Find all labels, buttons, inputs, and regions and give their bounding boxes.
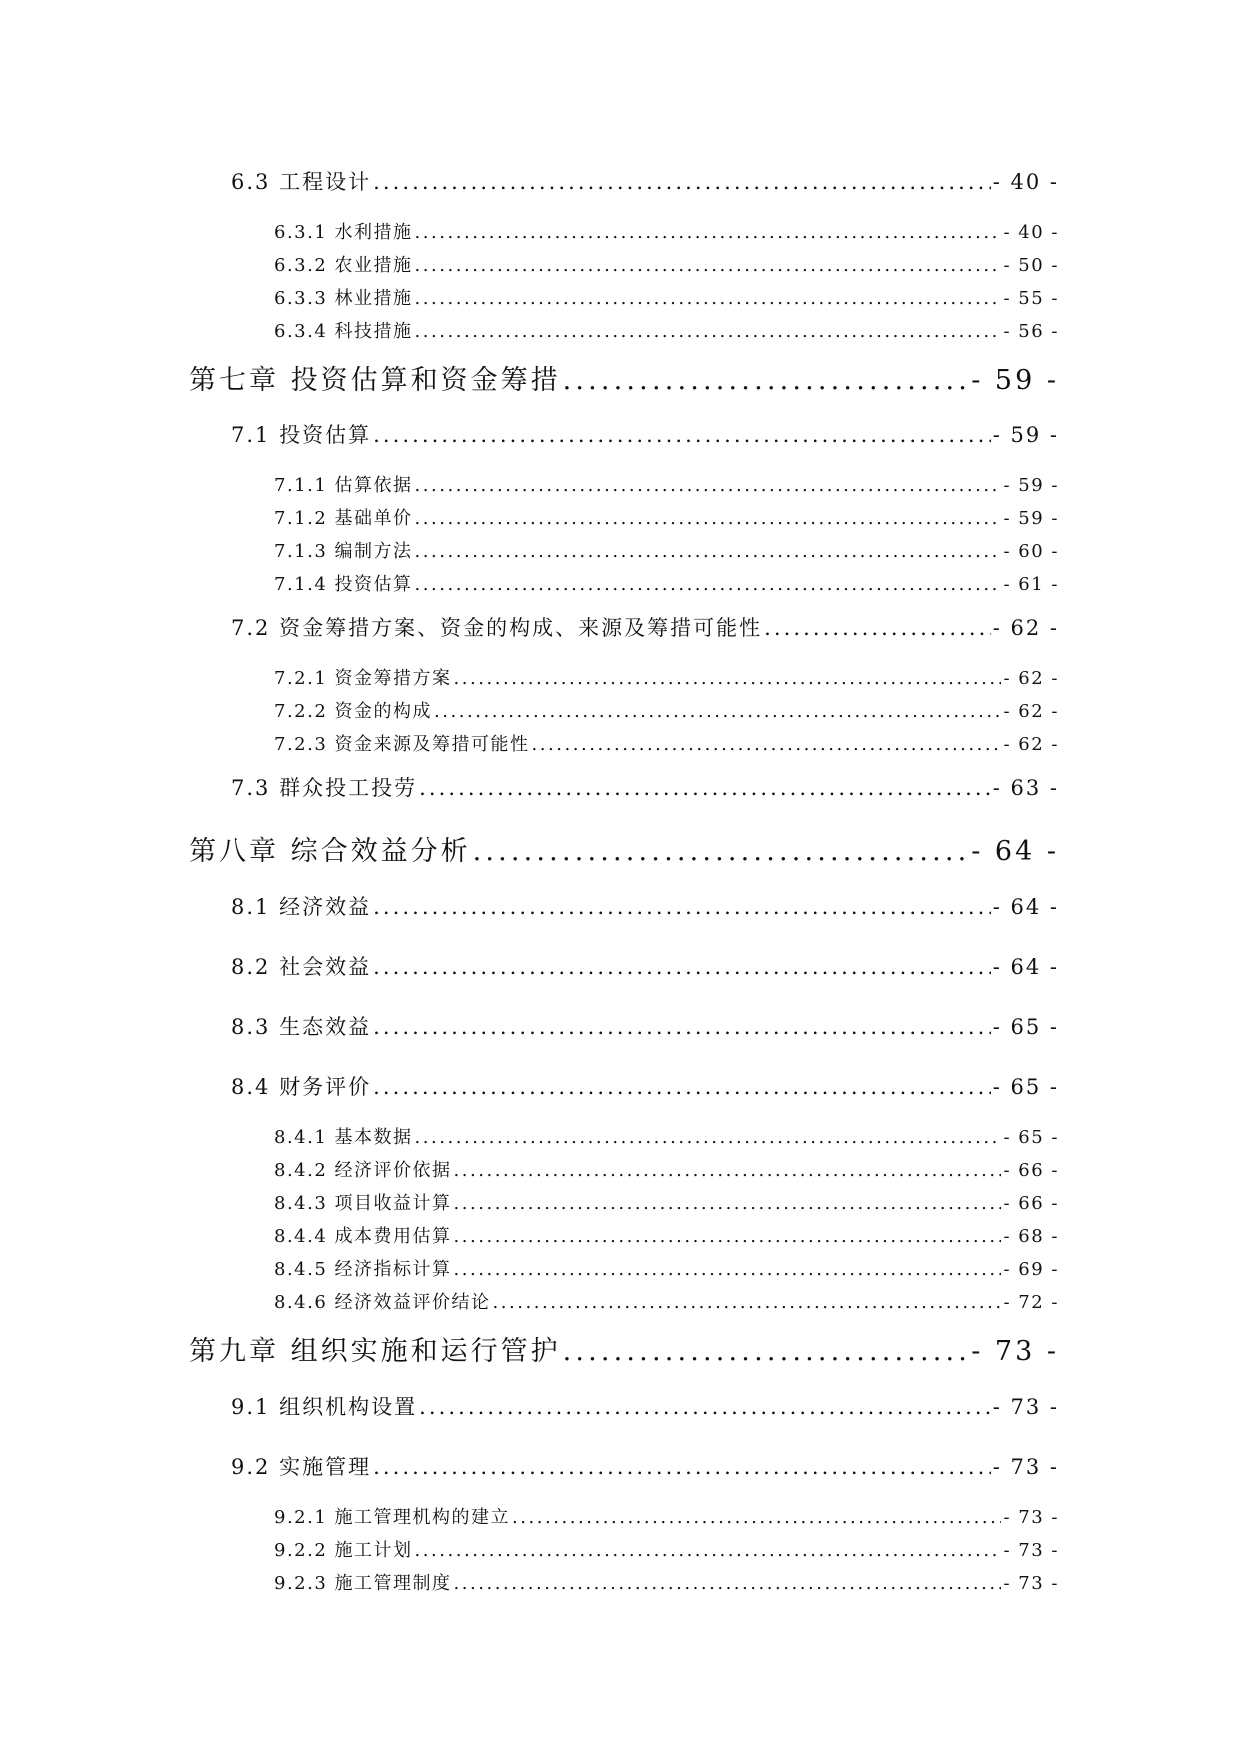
toc-leader-dots (493, 1292, 1002, 1313)
toc-entry-6-3-3[interactable] (274, 284, 1059, 310)
toc-entry-7-2-3[interactable] (274, 730, 1059, 756)
toc-leader-dots (373, 955, 991, 979)
toc-page-number: - 64 - (992, 955, 1059, 979)
toc-entry-8-4-2[interactable] (274, 1156, 1059, 1182)
toc-page-number: - 61 - (1003, 574, 1059, 595)
toc-entry-label: 第九章 组织实施和运行管护 (189, 1336, 561, 1367)
toc-entry-7-2-1[interactable] (274, 664, 1059, 690)
toc-entry-label: 9.2 实施管理 (231, 1455, 372, 1479)
toc-entry-9-2[interactable] (231, 1451, 1059, 1481)
toc-entry-label: 第七章 投资估算和资金筹措 (189, 365, 561, 396)
toc-leader-dots (454, 668, 1002, 689)
toc-entry-9-1[interactable] (231, 1391, 1059, 1421)
toc-entry-6-3-1[interactable] (274, 218, 1059, 244)
toc-leader-dots (454, 1160, 1002, 1181)
toc-entry-label: 9.1 组织机构设置 (231, 1395, 418, 1419)
toc-leader-dots (415, 541, 1002, 562)
toc-leader-dots (454, 1259, 1002, 1280)
toc-leader-dots (454, 1193, 1002, 1214)
toc-entry-9-2-1[interactable] (274, 1503, 1059, 1529)
toc-leader-dots (563, 365, 970, 396)
toc-leader-dots (419, 776, 991, 800)
toc-entry-label: 8.4.4 成本费用估算 (274, 1226, 452, 1247)
toc-page-number: - 59 - (992, 423, 1059, 447)
toc-entry-label: 6.3.1 水利措施 (274, 222, 413, 243)
toc-entry-8-4-1[interactable] (274, 1123, 1059, 1149)
toc-page-number: - 65 - (992, 1015, 1059, 1039)
toc-entry-6-3[interactable] (231, 166, 1059, 196)
toc-entry-label: 8.4.1 基本数据 (274, 1127, 413, 1148)
toc-page-number: - 60 - (1003, 541, 1059, 562)
toc-entry-6-3-4[interactable] (274, 317, 1059, 343)
toc-entry-8-4-6[interactable] (274, 1288, 1059, 1314)
toc-leader-dots (415, 222, 1002, 243)
toc-page-number: - 66 - (1003, 1193, 1059, 1214)
toc-leader-dots (434, 701, 1001, 722)
toc-page-number: - 55 - (1003, 288, 1059, 309)
toc-page-number: - 65 - (992, 1075, 1059, 1099)
toc-entry-label: 7.2.1 资金筹措方案 (274, 668, 452, 689)
toc-page-number: - 40 - (992, 170, 1059, 194)
toc-leader-dots (373, 170, 991, 194)
toc-leader-dots (373, 1075, 991, 1099)
toc-entry-9-2-2[interactable] (274, 1536, 1059, 1562)
toc-entry-9-2-3[interactable] (274, 1569, 1059, 1595)
toc-entry-label: 8.4.6 经济效益评价结论 (274, 1292, 491, 1313)
toc-leader-dots (373, 423, 991, 447)
toc-page-number: - 73 - (1003, 1507, 1059, 1528)
toc-page-number: - 64 - (971, 836, 1059, 867)
toc-entry-label: 9.2.1 施工管理机构的建立 (274, 1507, 511, 1528)
toc-page-number: - 56 - (1003, 321, 1059, 342)
toc-page-number: - 72 - (1003, 1292, 1059, 1313)
toc-page-number: - 40 - (1003, 222, 1059, 243)
toc-leader-dots (415, 1540, 1002, 1561)
toc-page-number: - 73 - (992, 1395, 1059, 1419)
toc-entry-label: 7.1.3 编制方法 (274, 541, 413, 562)
toc-entry-8-1[interactable] (231, 891, 1059, 921)
toc-entry-label: 7.3 群众投工投劳 (231, 776, 418, 800)
toc-entry-7-1-2[interactable] (274, 504, 1059, 530)
toc-page-number: - 65 - (1003, 1127, 1059, 1148)
toc-entry-label: 8.4.3 项目收益计算 (274, 1193, 452, 1214)
toc-entry-label: 6.3 工程设计 (231, 170, 372, 194)
toc-entry-label: 8.1 经济效益 (231, 895, 372, 919)
toc-page-number: - 64 - (992, 895, 1059, 919)
toc-page-number: - 63 - (992, 776, 1059, 800)
toc-entry-8-2[interactable] (231, 951, 1059, 981)
toc-leader-dots (454, 1226, 1002, 1247)
toc-leader-dots (373, 1015, 991, 1039)
toc-page-number: - 59 - (1003, 475, 1059, 496)
toc-entry-label: 9.2.2 施工计划 (274, 1540, 413, 1561)
toc-entry-label: 6.3.4 科技措施 (274, 321, 413, 342)
toc-entry-7-2[interactable] (231, 612, 1059, 642)
toc-page-number: - 62 - (1003, 668, 1059, 689)
toc-entry-chapter-7[interactable] (189, 358, 1059, 397)
toc-entry-label: 7.1.4 投资估算 (274, 574, 413, 595)
toc-entry-label: 7.2.2 资金的构成 (274, 701, 433, 722)
toc-page-number: - 73 - (1003, 1540, 1059, 1561)
toc-leader-dots (373, 895, 991, 919)
toc-page-number: - 59 - (1003, 508, 1059, 529)
toc-leader-dots (512, 1507, 1001, 1528)
toc-entry-chapter-9[interactable] (189, 1329, 1059, 1368)
toc-entry-chapter-8[interactable] (189, 829, 1059, 868)
toc-page-number: - 73 - (992, 1455, 1059, 1479)
toc-page-number: - 73 - (971, 1336, 1059, 1367)
toc-leader-dots (764, 616, 991, 640)
toc-leader-dots (415, 321, 1002, 342)
toc-leader-dots (373, 1455, 991, 1479)
toc-page-number: - 69 - (1003, 1259, 1059, 1280)
toc-entry-8-4-3[interactable] (274, 1189, 1059, 1215)
toc-entry-7-1-3[interactable] (274, 537, 1059, 563)
toc-entry-label: 9.2.3 施工管理制度 (274, 1573, 452, 1594)
toc-page-number: - 68 - (1003, 1226, 1059, 1247)
toc-entry-label: 8.4 财务评价 (231, 1075, 372, 1099)
toc-page-number: - 66 - (1003, 1160, 1059, 1181)
toc-leader-dots (415, 508, 1002, 529)
toc-entry-label: 7.1.1 估算依据 (274, 475, 413, 496)
toc-leader-dots (415, 288, 1002, 309)
toc-entry-6-3-2[interactable] (274, 251, 1059, 277)
toc-entry-label: 8.4.5 经济指标计算 (274, 1259, 452, 1280)
toc-leader-dots (454, 1573, 1002, 1594)
toc-page-number: - 62 - (1003, 734, 1059, 755)
toc-entry-label: 第八章 综合效益分析 (189, 836, 471, 867)
toc-entry-7-1[interactable] (231, 419, 1059, 449)
toc-entry-label: 7.2 资金筹措方案、资金的构成、来源及筹措可能性 (231, 616, 763, 640)
toc-entry-label: 7.1 投资估算 (231, 423, 372, 447)
toc-leader-dots (415, 574, 1002, 595)
toc-entry-label: 8.2 社会效益 (231, 955, 372, 979)
toc-entry-label: 6.3.3 林业措施 (274, 288, 413, 309)
toc-leader-dots (415, 1127, 1002, 1148)
toc-entry-7-3[interactable] (231, 772, 1059, 802)
toc-entry-7-1-4[interactable] (274, 570, 1059, 596)
toc-page-number: - 59 - (971, 365, 1059, 396)
toc-leader-dots (532, 734, 1002, 755)
toc-page-number: - 62 - (992, 616, 1059, 640)
toc-entry-7-2-2[interactable] (274, 697, 1059, 723)
toc-entry-8-4-4[interactable] (274, 1222, 1059, 1248)
toc-entry-8-4-5[interactable] (274, 1255, 1059, 1281)
toc-leader-dots (415, 255, 1002, 276)
toc-entry-label: 7.1.2 基础单价 (274, 508, 413, 529)
toc-page-number: - 73 - (1003, 1573, 1059, 1594)
toc-entry-7-1-1[interactable] (274, 471, 1059, 497)
toc-entry-label: 6.3.2 农业措施 (274, 255, 413, 276)
toc-leader-dots (419, 1395, 991, 1419)
toc-entry-label: 8.4.2 经济评价依据 (274, 1160, 452, 1181)
toc-leader-dots (563, 1336, 970, 1367)
toc-entry-8-3[interactable] (231, 1011, 1059, 1041)
toc-page-number: - 62 - (1003, 701, 1059, 722)
toc-entry-label: 7.2.3 资金来源及筹措可能性 (274, 734, 530, 755)
toc-leader-dots (473, 836, 970, 867)
toc-entry-label: 8.3 生态效益 (231, 1015, 372, 1039)
toc-leader-dots (415, 475, 1002, 496)
toc-page-number: - 50 - (1003, 255, 1059, 276)
toc-entry-8-4[interactable] (231, 1071, 1059, 1101)
